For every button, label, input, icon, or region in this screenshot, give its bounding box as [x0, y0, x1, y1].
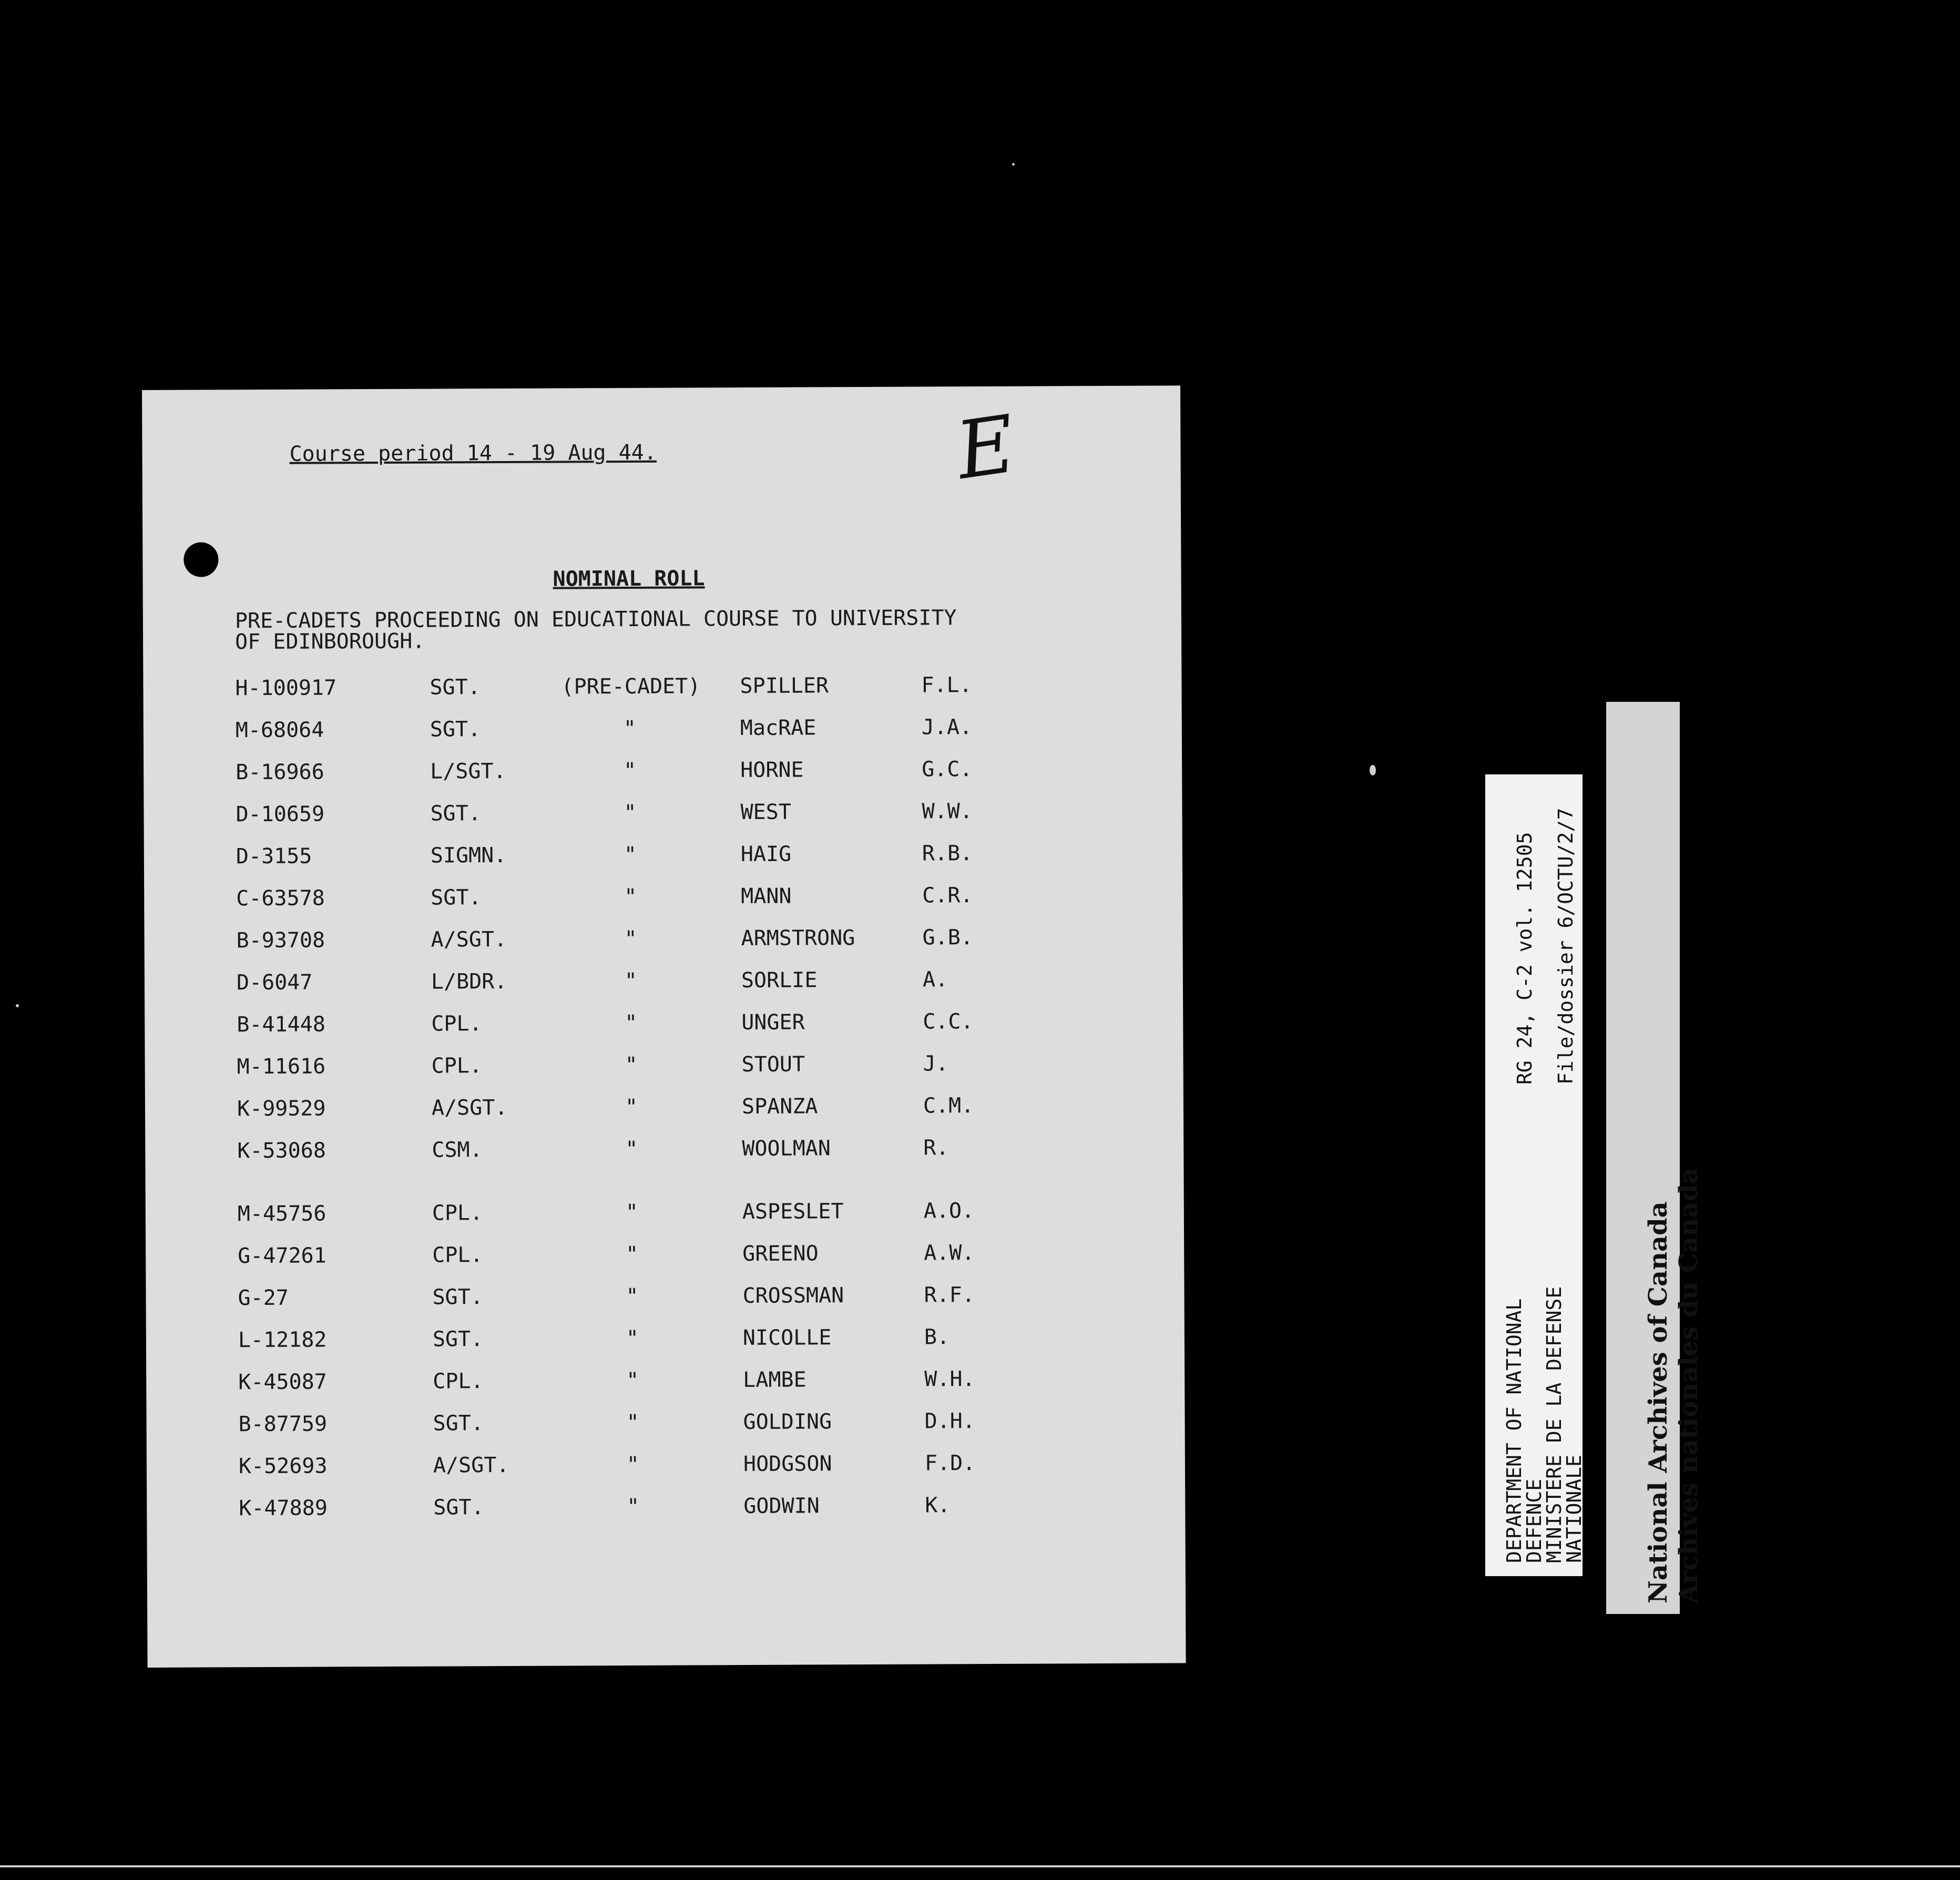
film-edge-line — [0, 1865, 1960, 1867]
reference-line: RG 24, C-2 vol. 12505 — [1513, 832, 1536, 1085]
rank: A/SGT. — [431, 927, 507, 952]
initials: R. — [923, 1136, 949, 1160]
rank: SGT. — [433, 1411, 484, 1436]
archives-name-block — [1643, 1168, 1704, 1603]
service-number: B-93708 — [236, 928, 325, 953]
department-line: MINISTERE DE LA DEFENSE — [1543, 1286, 1566, 1563]
surname: CROSSMAN — [742, 1283, 844, 1309]
status: " — [626, 1452, 640, 1477]
surname: WOOLMAN — [742, 1136, 831, 1161]
service-number: B-41448 — [237, 1012, 325, 1037]
service-number: G-47261 — [238, 1243, 326, 1269]
handwritten-mark: E — [951, 399, 1021, 497]
status: " — [625, 1137, 638, 1162]
initials: A. — [922, 967, 948, 992]
service-number: C-63578 — [236, 886, 325, 911]
table-row — [238, 1324, 1106, 1370]
service-number: K-47889 — [239, 1496, 328, 1521]
status: " — [626, 1242, 639, 1267]
table-row — [236, 883, 1104, 928]
surname: MANN — [741, 884, 792, 909]
table-row — [237, 1009, 1104, 1055]
rank: SGT. — [433, 1495, 484, 1520]
service-number: B-87759 — [238, 1412, 328, 1437]
table-row — [239, 1493, 1106, 1538]
status: " — [624, 800, 637, 825]
table-row — [238, 1408, 1106, 1454]
rank: SIGMN. — [430, 843, 507, 868]
surname: STOUT — [741, 1052, 805, 1077]
service-number: D-10659 — [236, 802, 325, 827]
service-number: M-68064 — [235, 718, 324, 743]
surname: ASPESLET — [742, 1199, 844, 1224]
status: " — [624, 842, 637, 867]
dust-speck — [1370, 765, 1376, 775]
rank: SGT. — [430, 675, 481, 700]
initials: R.F. — [924, 1283, 975, 1307]
rank: CSM. — [432, 1138, 483, 1162]
department-block — [1504, 1286, 1584, 1563]
service-number: K-99529 — [237, 1096, 326, 1121]
service-number: M-45756 — [237, 1201, 326, 1227]
surname: MacRAE — [740, 716, 816, 741]
status: " — [626, 1368, 639, 1393]
surname: GREENO — [742, 1241, 819, 1266]
surname: HAIG — [740, 842, 792, 867]
initials: R.B. — [922, 841, 973, 866]
initials: C.R. — [922, 883, 973, 908]
status: (PRE-CADET) — [561, 674, 701, 699]
dust-speck — [1012, 163, 1015, 166]
status: " — [624, 884, 637, 910]
status: " — [625, 1095, 638, 1120]
initials: W.W. — [922, 799, 973, 824]
initials: F.D. — [924, 1451, 976, 1476]
reference-block — [1504, 808, 1586, 1085]
department-line: NATIONALE — [1563, 1455, 1586, 1563]
initials: G.B. — [922, 925, 973, 950]
initials: A.W. — [924, 1241, 975, 1265]
surname: HODGSON — [743, 1452, 832, 1477]
rank: CPL. — [432, 1201, 483, 1225]
status: " — [625, 1010, 638, 1036]
service-number: K-52693 — [238, 1454, 328, 1479]
service-number: L-12182 — [238, 1327, 327, 1353]
rank: CPL. — [433, 1369, 484, 1394]
service-number: K-53068 — [237, 1138, 326, 1163]
initials: K. — [925, 1493, 951, 1518]
status: " — [624, 968, 638, 994]
surname: SPILLER — [740, 673, 829, 699]
status: " — [626, 1284, 639, 1309]
initials: C.M. — [923, 1094, 974, 1118]
status: " — [625, 1200, 638, 1225]
initials: G.C. — [922, 757, 973, 782]
rank: SGT. — [432, 1285, 483, 1310]
surname: UNGER — [741, 1010, 805, 1035]
page-title: NOMINAL ROLL — [553, 566, 705, 591]
initials: D.H. — [924, 1409, 976, 1434]
table-row — [238, 1198, 1105, 1244]
rank: A/SGT. — [431, 1095, 508, 1120]
rank: SGT. — [432, 1327, 484, 1352]
service-number: D-3155 — [236, 844, 312, 869]
service-number: B-16966 — [236, 760, 324, 785]
initials: W.H. — [924, 1367, 975, 1392]
surname: SORLIE — [741, 968, 818, 993]
table-row — [239, 1450, 1106, 1496]
rank: A/SGT. — [433, 1453, 509, 1478]
table-row — [238, 1366, 1106, 1412]
rank: L/SGT. — [430, 759, 506, 784]
course-period: Course period 14 - 19 Aug 44. — [289, 440, 657, 466]
initials: C.C. — [923, 1009, 974, 1034]
rank: L/BDR. — [431, 969, 507, 994]
status: " — [626, 1326, 639, 1351]
service-number: H-100917 — [235, 676, 337, 701]
rank: SGT. — [431, 885, 482, 910]
initials: A.O. — [923, 1199, 975, 1223]
rank: CPL. — [432, 1243, 483, 1268]
surname: WEST — [740, 800, 791, 825]
service-number: M-11616 — [237, 1054, 326, 1079]
initials: J. — [923, 1051, 948, 1076]
table-row — [236, 925, 1104, 970]
table-row — [236, 841, 1104, 886]
rank: SGT. — [430, 801, 481, 826]
archives-stamp-label — [1606, 702, 1703, 1614]
dust-speck — [16, 1004, 19, 1007]
rank: CPL. — [431, 1011, 482, 1036]
archives-name-fr: Archives nationales du Canada — [1674, 1167, 1703, 1603]
table-row — [237, 1135, 1105, 1181]
archives-name-en: National Archives of Canada — [1643, 1201, 1673, 1603]
status: " — [625, 1053, 638, 1078]
archive-reference-label — [1485, 774, 1586, 1576]
status: " — [627, 1494, 640, 1519]
table-row — [236, 714, 1103, 760]
table-row — [238, 1240, 1105, 1286]
table-row — [235, 672, 1102, 718]
page-subtitle: PRE-CADETS PROCEEDING ON EDUCATIONAL COURSE TO UNIVERSITY OF EDINBOROUGH. — [234, 606, 957, 655]
status: " — [624, 758, 637, 783]
table-row — [237, 1093, 1105, 1139]
surname: GODWIN — [743, 1494, 820, 1519]
surname: NICOLLE — [742, 1325, 832, 1351]
service-number: G-27 — [238, 1285, 289, 1311]
status: " — [624, 926, 637, 952]
status: " — [623, 716, 636, 741]
table-row — [237, 1051, 1105, 1097]
punch-hole — [183, 542, 218, 577]
reference-line: File/dossier 6/OCTU/2/7 — [1554, 808, 1577, 1085]
initials: J.A. — [921, 715, 973, 740]
table-row — [236, 757, 1103, 802]
initials: F.L. — [921, 673, 972, 698]
initials: B. — [924, 1325, 950, 1350]
department-line: DEPARTMENT OF NATIONAL — [1503, 1298, 1526, 1563]
service-number: K-45087 — [238, 1370, 327, 1395]
table-row — [236, 799, 1103, 844]
status: " — [626, 1410, 639, 1435]
surname: ARMSTRONG — [741, 926, 855, 951]
nominal-roll-table — [235, 672, 1106, 1538]
surname: SPANZA — [741, 1094, 818, 1119]
rank: SGT. — [430, 717, 481, 742]
typed-document-page — [142, 385, 1186, 1668]
surname: GOLDING — [743, 1409, 832, 1435]
table-row — [237, 967, 1104, 1013]
surname: HORNE — [740, 758, 804, 783]
department-line: DEFENCE — [1523, 1478, 1546, 1563]
surname: LAMBE — [743, 1367, 807, 1393]
table-row — [238, 1282, 1105, 1328]
service-number: D-6047 — [236, 970, 313, 995]
rank: CPL. — [431, 1054, 483, 1078]
